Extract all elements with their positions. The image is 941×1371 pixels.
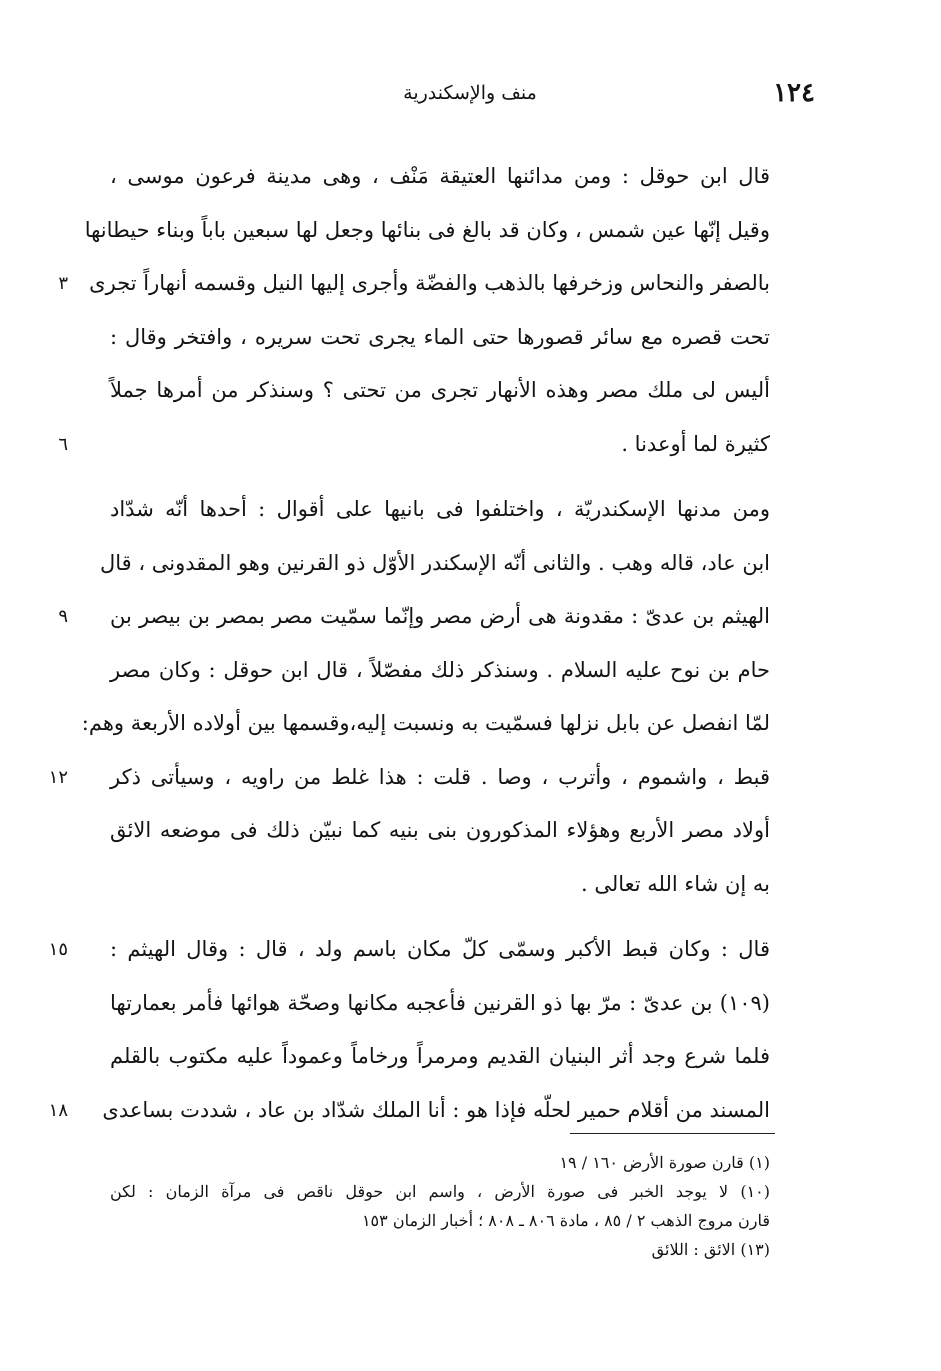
- page-number: ١٢٤: [773, 78, 815, 108]
- text-line: [110, 483, 770, 537]
- line-text: ابن عاد، قاله وهب . والثانى أنّه الإسكندر الأوّل ذو القرنين وهو المقدونى ، قال: [99, 550, 770, 575]
- line-text: فلما شرع وجد أثر البنيان القديم ومرمراً ورخاماً وعموداً عليه مكتوب بالقلم: [110, 1044, 770, 1068]
- line-text: الهيثم بن عدىّ : مقدونة هى أرض مصر وإنّما سمّيت مصر بمصر بن بيصر بن: [110, 604, 770, 628]
- line-text: (١٠٩) بن عدىّ : مرّ بها ذو القرنين فأعجبه مكانها وصحّة هوائها فأمر بعمارتها: [110, 990, 770, 1015]
- line-text: أولاد مصر الأربع وهؤلاء المذكورون بنى بنيه كما نبيّن ذلك فى موضعه الائق: [110, 818, 770, 842]
- line-number: ١٢: [48, 766, 68, 788]
- line-text: حام بن نوح عليه السلام . وسنذكر ذلك مفصّلاً ، قال ابن حوقل : وكان مصر: [110, 657, 770, 682]
- line-text: كثيرة لما أوعدنا .: [621, 431, 770, 456]
- line-number: ٣: [58, 273, 68, 294]
- text-line: [58, 257, 770, 311]
- line-text: قبط ، واشموم ، وأترب ، وصا . قلت : هذا غلط من راويه ، وسيأتى ذكر: [110, 764, 770, 789]
- line-text: أليس لى ملك مصر وهذه الأنهار تجرى من تحتى ؟ وسنذكر من أمرها جملاً: [110, 378, 770, 402]
- text-line: [81, 697, 770, 751]
- running-title: منف والإسكندرية: [403, 82, 537, 104]
- main-text: [48, 150, 770, 1137]
- line-text: وقيل إنّها عين شمس ، وكان قد بالغ فى بنائها وجعل لها سبعين باباً وبناء حيطانها: [84, 217, 770, 242]
- text-line: [110, 977, 770, 1031]
- line-number: ٦: [58, 433, 68, 455]
- line-text: بالصفر والنحاس وزخرفها بالذهب والفضّة وأجرى إليها النيل وقسمه أنهاراً تجرى: [89, 271, 770, 295]
- line-number: ١٥: [48, 939, 68, 960]
- text-line: [110, 644, 770, 698]
- line-text: قال : وكان قبط الأكبر وسمّى كلّ مكان باسم ولد ، قال : وقال الهيثم :: [110, 937, 770, 961]
- text-line: [99, 537, 770, 591]
- line-number: ٩: [58, 606, 68, 627]
- line-text: قال ابن حوقل : ومن مدائنها العتيقة مَنْف ، وهى مدينة فرعون موسى ،: [110, 164, 770, 188]
- text-line: [110, 1030, 770, 1084]
- line-text: المسند من أقلام حمير لحلّه فإذا هو : أنا الملك شدّاد بن عاد ، شددت بساعدى: [102, 1097, 770, 1122]
- footnote: (١٠) لا يوجد الخبر فى صورة الأرض ، واسم ابن حوقل ناقص فى مرآة الزمان : لكن: [110, 1182, 770, 1201]
- text-line: [48, 923, 770, 977]
- footnote: (١٣) الائق : اللائق: [651, 1240, 770, 1259]
- page-header: [70, 78, 870, 118]
- footnote: قارن مروج الذهب ٢ / ٨٥ ، مادة ٨٠٦ ـ ٨٠٨ ؛ أخبار الزمان ١٥٣: [361, 1211, 770, 1230]
- text-line: [48, 1084, 770, 1138]
- footnote-divider: [570, 1133, 775, 1134]
- footnotes: [110, 1148, 770, 1264]
- line-text: ومن مدنها الإسكندريّة ، واختلفوا فى بانيها على أقوال : أحدها أنّه شدّاد: [110, 497, 770, 521]
- line-text: تحت قصره مع سائر قصورها حتى الماء يجرى تحت سريره ، وافتخر وقال :: [110, 324, 770, 349]
- text-line: [110, 311, 770, 365]
- line-text: به إن شاء الله تعالى .: [581, 871, 770, 896]
- text-line: [48, 751, 770, 805]
- text-line: [58, 590, 770, 644]
- line-number: ١٨: [48, 1099, 68, 1121]
- text-line: [110, 858, 770, 912]
- text-line: [110, 364, 770, 418]
- text-line: [58, 418, 770, 472]
- text-line: [110, 804, 770, 858]
- line-text: لمّا انفصل عن بابل نزلها فسمّيت به ونسبت إليه،وقسمها بين أولاده الأربعة وهم:: [81, 711, 770, 735]
- text-line: [84, 204, 770, 258]
- footnote: (١) قارن صورة الأرض ١٦٠ / ١٩: [559, 1153, 770, 1172]
- text-line: [110, 150, 770, 204]
